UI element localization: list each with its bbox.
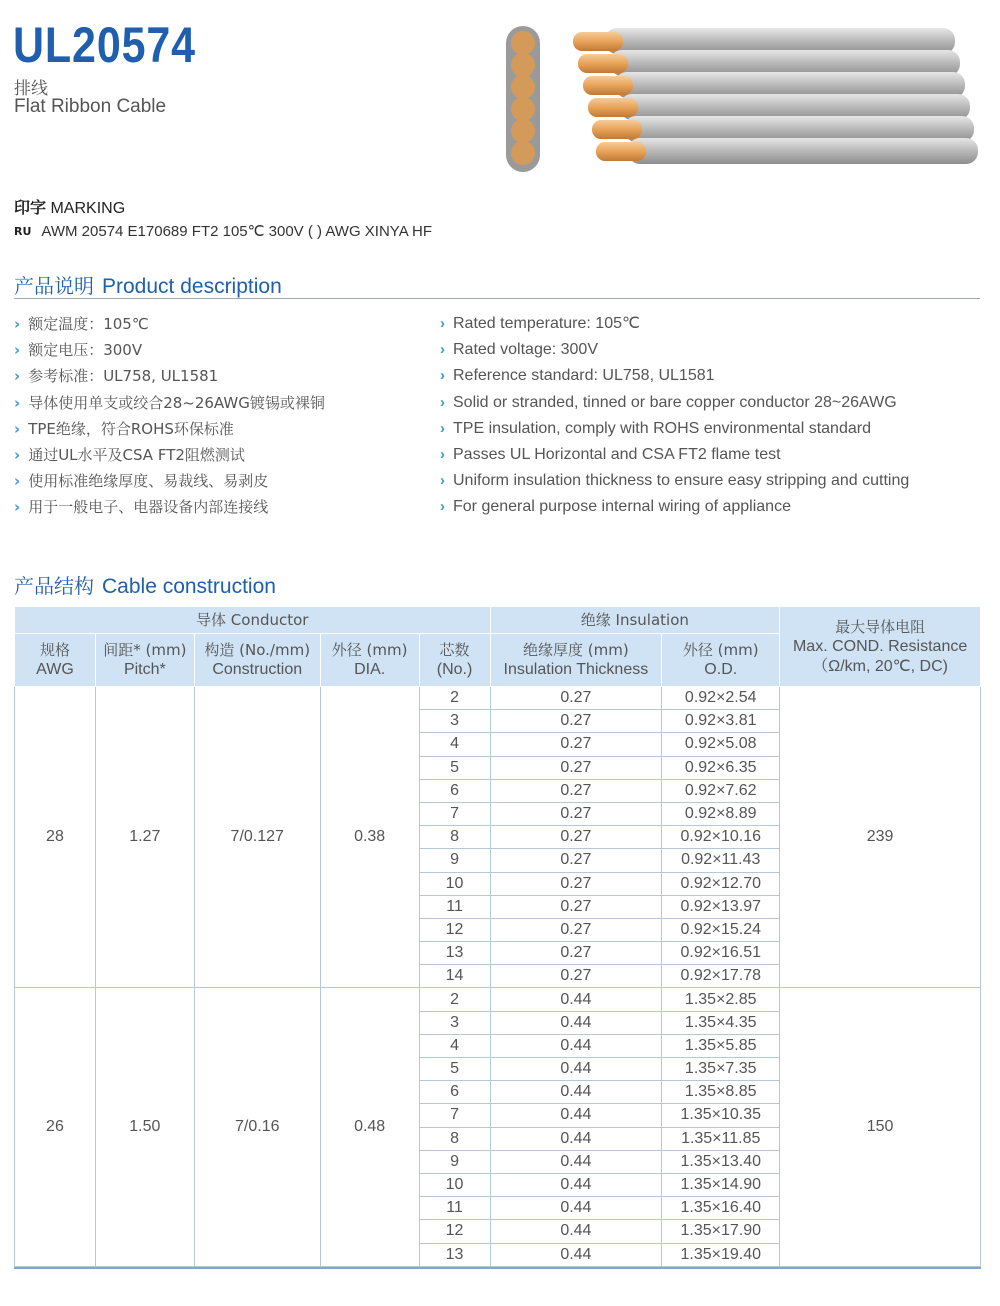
- description-item-text: Solid or stranded, tinned or bare copper conductor 28~26AWG: [453, 393, 897, 411]
- dia-cell: 0.38: [320, 687, 419, 988]
- description-item: [14, 390, 325, 416]
- chevron-right-icon: ›: [440, 498, 445, 516]
- insulation-thickness-cell: 0.27: [490, 849, 662, 872]
- marking-heading-cn: 印字: [14, 198, 47, 217]
- od-cell: 0.92×7.62: [662, 779, 780, 802]
- od-cell: 0.92×12.70: [662, 872, 780, 895]
- insulation-thickness-cell: 0.44: [490, 1127, 662, 1150]
- description-item-text: TPE insulation, comply with ROHS environmental standard: [453, 419, 871, 437]
- cores-cell: 6: [419, 779, 490, 802]
- insulation-thickness-cell: 0.44: [490, 1220, 662, 1243]
- insulation-thickness-cell: 0.27: [490, 779, 662, 802]
- cores-cell: 10: [419, 1173, 490, 1196]
- awg-cell: 26: [15, 988, 96, 1266]
- description-item-text: 额定电压：300V: [28, 341, 143, 360]
- cores-cell: 11: [419, 895, 490, 918]
- od-cell: 1.35×14.90: [662, 1173, 780, 1196]
- construction-header: 构造 (No./mm) Construction: [194, 634, 320, 687]
- cores-cell: 13: [419, 1243, 490, 1266]
- chevron-right-icon: ›: [14, 315, 21, 333]
- insulation-thickness-cell: 0.27: [490, 895, 662, 918]
- insulation-thickness-cell: 0.27: [490, 802, 662, 825]
- insulation-thickness-cell: 0.44: [490, 1197, 662, 1220]
- od-cell: 1.35×8.85: [662, 1081, 780, 1104]
- marking-text: AWM 20574 E170689 FT2 105℃ 300V ( ) AWG XINYA HF: [41, 223, 433, 240]
- chevron-right-icon: ›: [14, 419, 21, 438]
- chevron-right-icon: ›: [440, 419, 445, 437]
- description-item: [440, 311, 909, 337]
- insulation-thickness-cell: 0.44: [490, 1104, 662, 1127]
- description-item: [440, 337, 909, 363]
- description-item: [440, 468, 909, 494]
- cores-cell: 7: [419, 802, 490, 825]
- construction-table: [14, 606, 981, 1267]
- construction-cell: 7/0.127: [194, 687, 320, 988]
- od-header: 外径 (mm) O.D.: [662, 634, 780, 687]
- description-item: [440, 390, 909, 416]
- od-cell: 0.92×8.89: [662, 802, 780, 825]
- marking-heading: [14, 195, 125, 218]
- construction-table-body: [15, 687, 981, 1267]
- od-cell: 0.92×16.51: [662, 942, 780, 965]
- chevron-right-icon: ›: [440, 445, 445, 463]
- insulation-thickness-cell: 0.44: [490, 1173, 662, 1196]
- od-cell: 1.35×13.40: [662, 1150, 780, 1173]
- insulation-thickness-cell: 0.27: [490, 733, 662, 756]
- od-cell: 1.35×11.85: [662, 1127, 780, 1150]
- od-cell: 0.92×5.08: [662, 733, 780, 756]
- od-cell: 1.35×4.35: [662, 1011, 780, 1034]
- cores-cell: 12: [419, 1220, 490, 1243]
- description-item-text: Rated temperature: 105℃: [453, 315, 640, 332]
- ul-recognized-icon: RU: [14, 224, 32, 238]
- description-item-text: Reference standard: UL758, UL1581: [453, 367, 715, 385]
- cores-cell: 8: [419, 1127, 490, 1150]
- insulation-thickness-cell: 0.44: [490, 1058, 662, 1081]
- od-cell: 1.35×10.35: [662, 1104, 780, 1127]
- od-cell: 1.35×17.90: [662, 1220, 780, 1243]
- chevron-right-icon: ›: [440, 341, 445, 359]
- cores-header: 芯数 (No.): [419, 634, 490, 687]
- pitch-header: 间距* (mm) Pitch*: [95, 634, 194, 687]
- insulation-thickness-cell: 0.27: [490, 826, 662, 849]
- insulation-thickness-cell: 0.27: [490, 918, 662, 941]
- cable-construction-heading-cn: 产品结构: [14, 574, 94, 598]
- od-cell: 0.92×2.54: [662, 687, 780, 710]
- cores-cell: 8: [419, 826, 490, 849]
- cores-cell: 5: [419, 1058, 490, 1081]
- product-description-heading-en: Product description: [102, 275, 282, 298]
- description-item: [14, 363, 325, 389]
- chevron-right-icon: ›: [14, 498, 21, 517]
- chevron-right-icon: ›: [440, 367, 445, 385]
- insulation-thickness-cell: 0.27: [490, 965, 662, 988]
- section-divider: [14, 298, 980, 299]
- cores-cell: 3: [419, 710, 490, 733]
- insulation-thickness-cell: 0.44: [490, 1243, 662, 1266]
- insulation-thickness-cell: 0.27: [490, 942, 662, 965]
- description-item: [14, 416, 325, 442]
- cores-cell: 14: [419, 965, 490, 988]
- product-name-cn: 排线: [14, 79, 48, 99]
- description-item-text: Rated voltage: 300V: [453, 341, 598, 359]
- product-model-title: UL20574: [13, 17, 196, 73]
- cores-cell: 6: [419, 1081, 490, 1104]
- description-item: [14, 337, 325, 363]
- description-item: [14, 442, 325, 468]
- product-name-en: Flat Ribbon Cable: [14, 96, 167, 117]
- description-item: [440, 494, 909, 520]
- chevron-right-icon: ›: [14, 472, 21, 491]
- cores-cell: 13: [419, 942, 490, 965]
- chevron-right-icon: ›: [14, 367, 21, 386]
- od-cell: 0.92×6.35: [662, 756, 780, 779]
- cable-construction-heading: [14, 570, 276, 599]
- insulation-thickness-header: 绝缘厚度 (mm) Insulation Thickness: [490, 634, 662, 687]
- description-item-text: 通过UL水平及CSA FT2阻燃测试: [28, 445, 245, 464]
- od-cell: 1.35×2.85: [662, 988, 780, 1011]
- cores-cell: 10: [419, 872, 490, 895]
- description-item-text: For general purpose internal wiring of appliance: [453, 498, 791, 516]
- description-item: [14, 468, 325, 494]
- description-list-en: [440, 311, 909, 521]
- description-item-text: Uniform insulation thickness to ensure easy stripping and cutting: [453, 472, 910, 490]
- description-item: [440, 442, 909, 468]
- chevron-right-icon: ›: [14, 393, 21, 412]
- description-item-text: 导体使用单支或绞合28~26AWG镀锡或裸铜: [28, 393, 325, 412]
- product-description-heading: [14, 270, 282, 299]
- insulation-thickness-cell: 0.44: [490, 1150, 662, 1173]
- product-description-heading-cn: 产品说明: [14, 274, 94, 298]
- od-cell: 0.92×10.16: [662, 826, 780, 849]
- od-cell: 1.35×7.35: [662, 1058, 780, 1081]
- chevron-right-icon: ›: [440, 315, 445, 332]
- description-item-text: 参考标准：UL758, UL1581: [28, 367, 219, 386]
- od-cell: 0.92×11.43: [662, 849, 780, 872]
- pitch-cell: 1.27: [95, 687, 194, 988]
- insulation-thickness-cell: 0.27: [490, 710, 662, 733]
- cable-construction-heading-en: Cable construction: [102, 575, 276, 598]
- cores-cell: 4: [419, 1034, 490, 1057]
- chevron-right-icon: ›: [14, 341, 21, 360]
- cores-cell: 2: [419, 687, 490, 710]
- conductor-group-header: 导体 Conductor: [15, 607, 491, 634]
- od-cell: 0.92×13.97: [662, 895, 780, 918]
- description-item: [14, 494, 325, 520]
- insulation-thickness-cell: 0.44: [490, 1081, 662, 1104]
- chevron-right-icon: ›: [14, 445, 21, 464]
- resistance-cell: 239: [780, 687, 981, 988]
- description-item-text: Passes UL Horizontal and CSA FT2 flame test: [453, 445, 781, 463]
- insulation-thickness-cell: 0.44: [490, 1034, 662, 1057]
- pitch-cell: 1.50: [95, 988, 194, 1266]
- cores-cell: 12: [419, 918, 490, 941]
- description-item: [14, 311, 325, 337]
- cores-cell: 9: [419, 1150, 490, 1173]
- description-list-cn: [14, 311, 325, 521]
- cores-cell: 3: [419, 1011, 490, 1034]
- od-cell: 1.35×19.40: [662, 1243, 780, 1266]
- resistance-cell: 150: [780, 988, 981, 1266]
- cable-cross-section: [506, 26, 540, 172]
- table-row: [15, 988, 981, 1011]
- cores-cell: 4: [419, 733, 490, 756]
- resistance-header: 最大导体电阻 Max. COND. Resistance （Ω/km, 20℃, DC): [780, 607, 981, 687]
- insulation-thickness-cell: 0.27: [490, 687, 662, 710]
- description-item-text: TPE绝缘，符合ROHS环保标准: [28, 419, 234, 438]
- dia-cell: 0.48: [320, 988, 419, 1266]
- chevron-right-icon: ›: [440, 472, 445, 490]
- od-cell: 0.92×17.78: [662, 965, 780, 988]
- awg-header: 规格 AWG: [15, 634, 96, 687]
- marking-line: [14, 222, 432, 240]
- cores-cell: 5: [419, 756, 490, 779]
- od-cell: 1.35×16.40: [662, 1197, 780, 1220]
- ribbon-cable-illustration: [500, 20, 980, 180]
- insulation-thickness-cell: 0.44: [490, 1011, 662, 1034]
- insulation-thickness-cell: 0.27: [490, 872, 662, 895]
- description-item-text: 额定温度：105℃: [28, 315, 149, 333]
- insulation-thickness-cell: 0.27: [490, 756, 662, 779]
- description-item: [440, 363, 909, 389]
- cores-cell: 11: [419, 1197, 490, 1220]
- cores-cell: 2: [419, 988, 490, 1011]
- insulation-thickness-cell: 0.44: [490, 988, 662, 1011]
- insulation-group-header: 绝缘 Insulation: [490, 607, 780, 634]
- od-cell: 0.92×15.24: [662, 918, 780, 941]
- table-row: [15, 687, 981, 710]
- cores-cell: 9: [419, 849, 490, 872]
- description-item: [440, 416, 909, 442]
- cable-wires: [573, 28, 978, 164]
- description-item-text: 使用标准绝缘厚度、易裁线、易剥皮: [28, 472, 269, 491]
- od-cell: 1.35×5.85: [662, 1034, 780, 1057]
- awg-cell: 28: [15, 687, 96, 988]
- dia-header: 外径 (mm) DIA.: [320, 634, 419, 687]
- cores-cell: 7: [419, 1104, 490, 1127]
- marking-heading-en: MARKING: [50, 200, 126, 217]
- od-cell: 0.92×3.81: [662, 710, 780, 733]
- chevron-right-icon: ›: [440, 393, 445, 411]
- description-item-text: 用于一般电子、电器设备内部连接线: [28, 498, 269, 517]
- construction-cell: 7/0.16: [194, 988, 320, 1266]
- table-bottom-rule: [14, 1267, 981, 1269]
